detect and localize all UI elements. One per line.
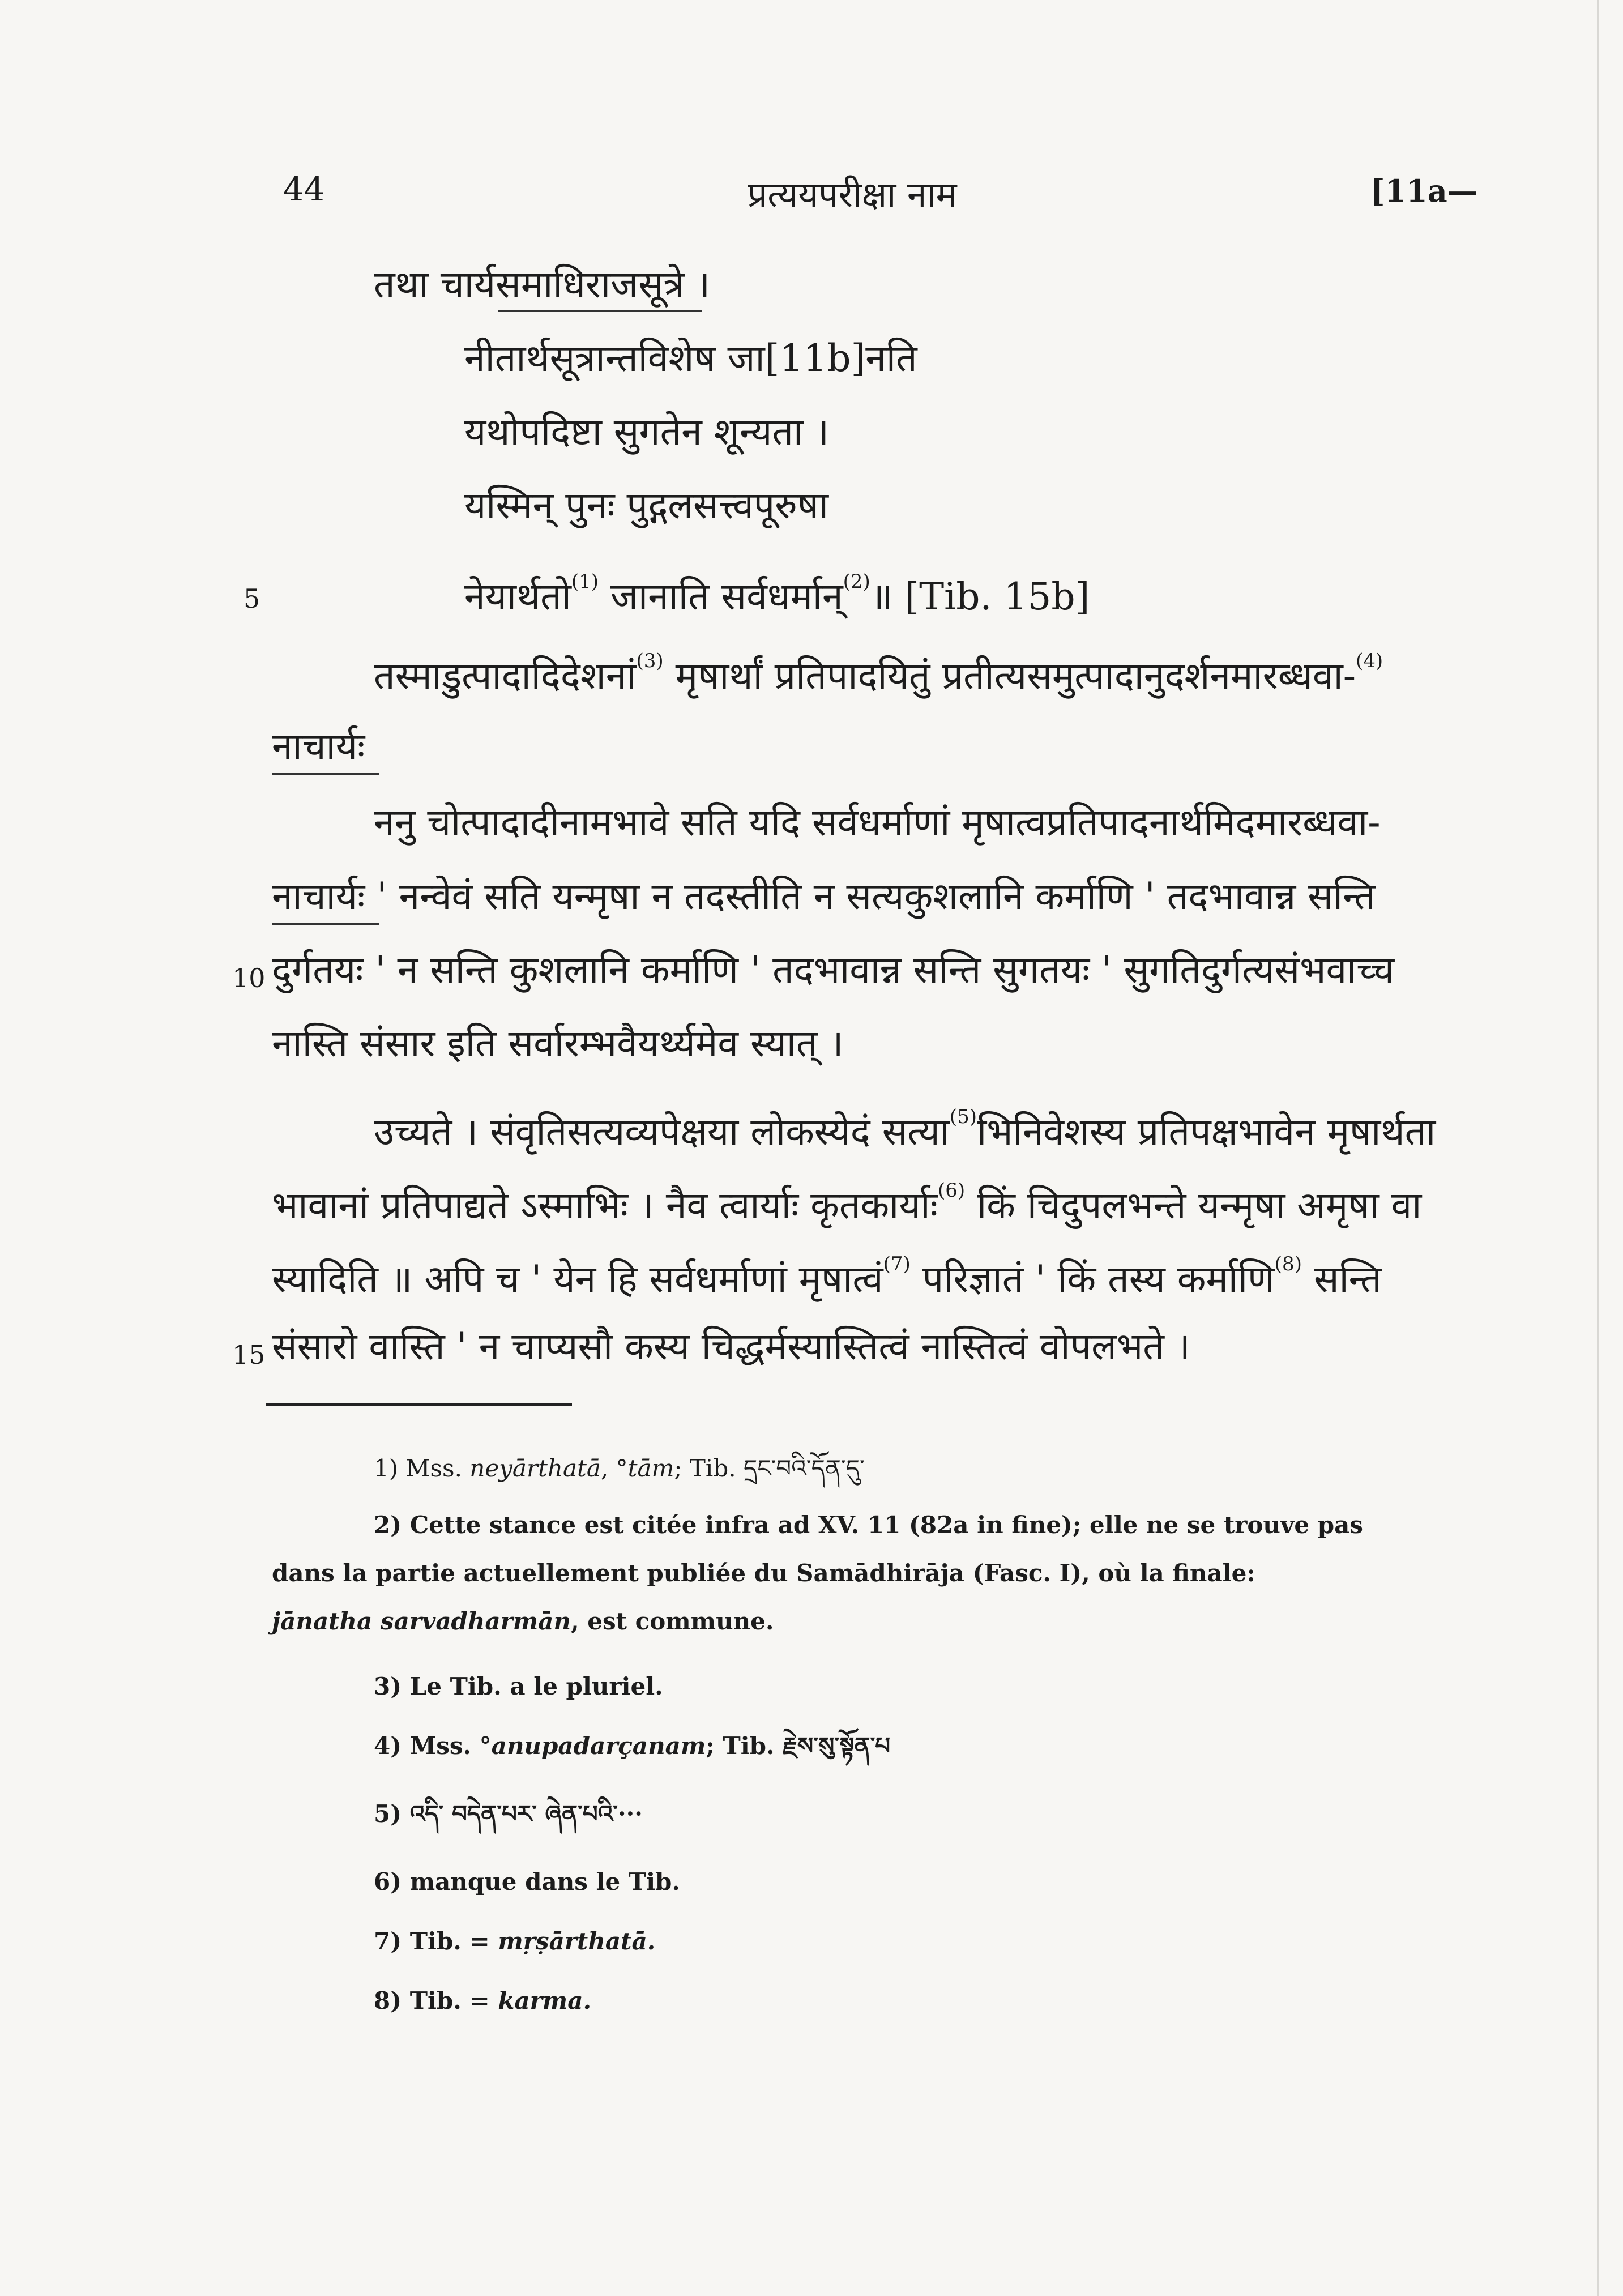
- footnote-ref-8: (8): [1274, 1253, 1302, 1275]
- footnote-1-c: , °: [600, 1454, 628, 1482]
- verse-line-3: यस्मिन् पुनः पुद्गलसत्त्वपूरुषा: [464, 484, 828, 527]
- prose-p3-line1: [374, 1106, 1436, 1154]
- footnote-2-line3: [272, 1603, 774, 1640]
- footnote-2-end: , est commune.: [570, 1607, 774, 1635]
- prose-p3-text-a: उच्यते । संवृतिसत्यव्यपेक्षया लोकस्येदं सत्या: [374, 1110, 950, 1154]
- footnote-4-c: ; Tib.: [706, 1732, 783, 1760]
- footnote-ref-4: (4): [1356, 650, 1383, 672]
- footnote-5-a: 5): [374, 1800, 410, 1828]
- page-number: 44: [283, 170, 325, 208]
- footnote-7-b: mṛṣārthatā.: [498, 1927, 656, 1955]
- prose-p3-text-g: सन्ति: [1301, 1257, 1382, 1301]
- line-number-15: 15: [232, 1339, 266, 1370]
- scan-edge-line: [1597, 0, 1599, 2296]
- prose-p3-line3: [272, 1253, 1467, 1301]
- footnote-ref-7: (7): [883, 1253, 911, 1275]
- folio-reference: [11a—: [1370, 173, 1478, 209]
- verse-line-4-end: ॥ [Tib. 15b]: [870, 575, 1090, 618]
- footnote-7: [374, 1923, 655, 1960]
- prose-p3-text-c: भावानां प्रतिपाद्यते ऽस्माभिः । नैव त्वार्याः कृतकार्याः: [272, 1184, 938, 1227]
- footnote-2-italic: jānatha sarvadharmān: [272, 1607, 571, 1635]
- prose-p3-line4: संसारो वास्ति ' न चाप्यसौ कस्य चिद्धर्मस्यास्तित्वं नास्तित्वं वोपलभते ।: [272, 1325, 1190, 1368]
- verse-line-4: [464, 572, 1090, 616]
- prose-p3-text-d: किं चिदुपलभन्ते यन्मृषा अमृषा वा: [965, 1184, 1422, 1227]
- footnote-2-line2: dans la partie actuellement publiée du Samādhirāja (Fasc. I), où la finale:: [272, 1559, 1255, 1587]
- prose-p1-line1: [374, 650, 1383, 698]
- line-number-10: 10: [232, 963, 266, 993]
- footnote-4-b: anupadarçanam: [491, 1732, 706, 1760]
- footnote-ref-6: (6): [937, 1179, 966, 1202]
- footnote-1-tibetan: དྲང་བའི་དོན་དུ་: [743, 1454, 865, 1482]
- footnote-separator: [266, 1403, 572, 1406]
- footnote-4: [374, 1727, 890, 1764]
- footnote-ref-1: (1): [571, 570, 599, 593]
- prose-p3-text-f: परिज्ञातं ' किं तस्य कर्माणि: [910, 1257, 1275, 1301]
- prose-p2-line1: ननु चोत्पादादीनामभावे सति यदि सर्वधर्माणां मृषात्वप्रतिपादनार्थमिदमारब्धवा-: [374, 801, 1381, 844]
- prose-p1-text-a: तस्माडुत्पादादिदेशनां: [374, 654, 637, 698]
- underline-mark-2: [272, 923, 379, 925]
- verse-line-1: नीतार्थसूत्रान्तविशेष जा[11b]नति: [464, 336, 917, 380]
- underline-mark: [272, 773, 379, 775]
- footnote-8: [374, 1982, 591, 2019]
- footnote-5-tibetan: འདི་ བདེན་པར་ ཞེན་པའི་···: [409, 1800, 643, 1828]
- footnote-1: [374, 1450, 865, 1487]
- footnote-6: 6) manque dans le Tib.: [374, 1868, 681, 1896]
- verse-intro: [374, 263, 711, 306]
- footnote-4-a: 4) Mss. °: [374, 1732, 492, 1760]
- prose-p1-text-b: मृषार्थां प्रतिपादयितुं प्रतीत्यसमुत्पादानुदर्शनमारब्धवा-: [663, 654, 1356, 698]
- page-header: [0, 170, 1623, 215]
- prose-p3-text-b: भिनिवेशस्य प्रतिपक्षभावेन मृषार्थता: [977, 1110, 1436, 1154]
- verse-line-4-middle: जानाति सर्वधर्मान्: [599, 575, 843, 618]
- prose-p2-line2: नाचार्यः ' नन्वेवं सति यन्मृषा न तदस्तीति न सत्यकुशलानि कर्माणि ' तदभावान्न सन्ति: [272, 874, 1376, 918]
- footnote-1-a: 1) Mss.: [374, 1454, 470, 1482]
- verse-line-2: यथोपदिष्टा सुगतेन शून्यता ।: [464, 410, 830, 454]
- prose-p2-line3: दुर्गतयः ' न सन्ति कुशलानि कर्माणि ' तदभावान्न सन्ति सुगतयः ' सुगतिदुर्गत्यसंभवाच्च: [272, 948, 1395, 992]
- line-number-5: 5: [244, 583, 260, 614]
- footnote-2-line1: 2) Cette stance est citée infra ad XV. 11 (82a in fine); elle ne se trouve pas: [374, 1511, 1363, 1539]
- prose-p3-line2: [272, 1179, 1467, 1227]
- footnote-ref-2: (2): [843, 570, 870, 593]
- verse-intro-text: तथा चार्यसमाधिराजसूत्रे ।: [374, 263, 711, 306]
- footnote-8-b: karma.: [498, 1987, 592, 2015]
- footnote-3: 3) Le Tib. a le pluriel.: [374, 1672, 663, 1700]
- footnote-7-a: 7) Tib. =: [374, 1927, 498, 1955]
- verse-line-4-start: नेयार्थतो: [464, 575, 571, 618]
- wavy-underline-mark: [498, 310, 702, 312]
- prose-p3-text-e: स्यादिति ॥ अपि च ' येन हि सर्वधर्माणां मृषात्वं: [272, 1257, 883, 1301]
- prose-p2-line4: नास्ति संसार इति सर्वारम्भवैयर्थ्यमेव स्यात् ।: [272, 1022, 844, 1065]
- footnote-ref-5: (5): [949, 1106, 977, 1128]
- prose-p1-line2: नाचार्यः: [272, 724, 365, 768]
- footnote-ref-3: (3): [636, 650, 664, 672]
- footnote-1-e: ; Tib.: [674, 1454, 744, 1482]
- footnote-4-tibetan: རྗེས་སུ་སྟོན་པ: [783, 1732, 891, 1760]
- footnote-8-a: 8) Tib. =: [374, 1987, 498, 2015]
- running-title: प्रत्ययपरीक्षा नाम: [748, 174, 957, 215]
- footnote-1-d: tām: [627, 1454, 674, 1482]
- footnote-5: [374, 1795, 643, 1832]
- footnote-1-b: neyārthatā: [469, 1454, 601, 1482]
